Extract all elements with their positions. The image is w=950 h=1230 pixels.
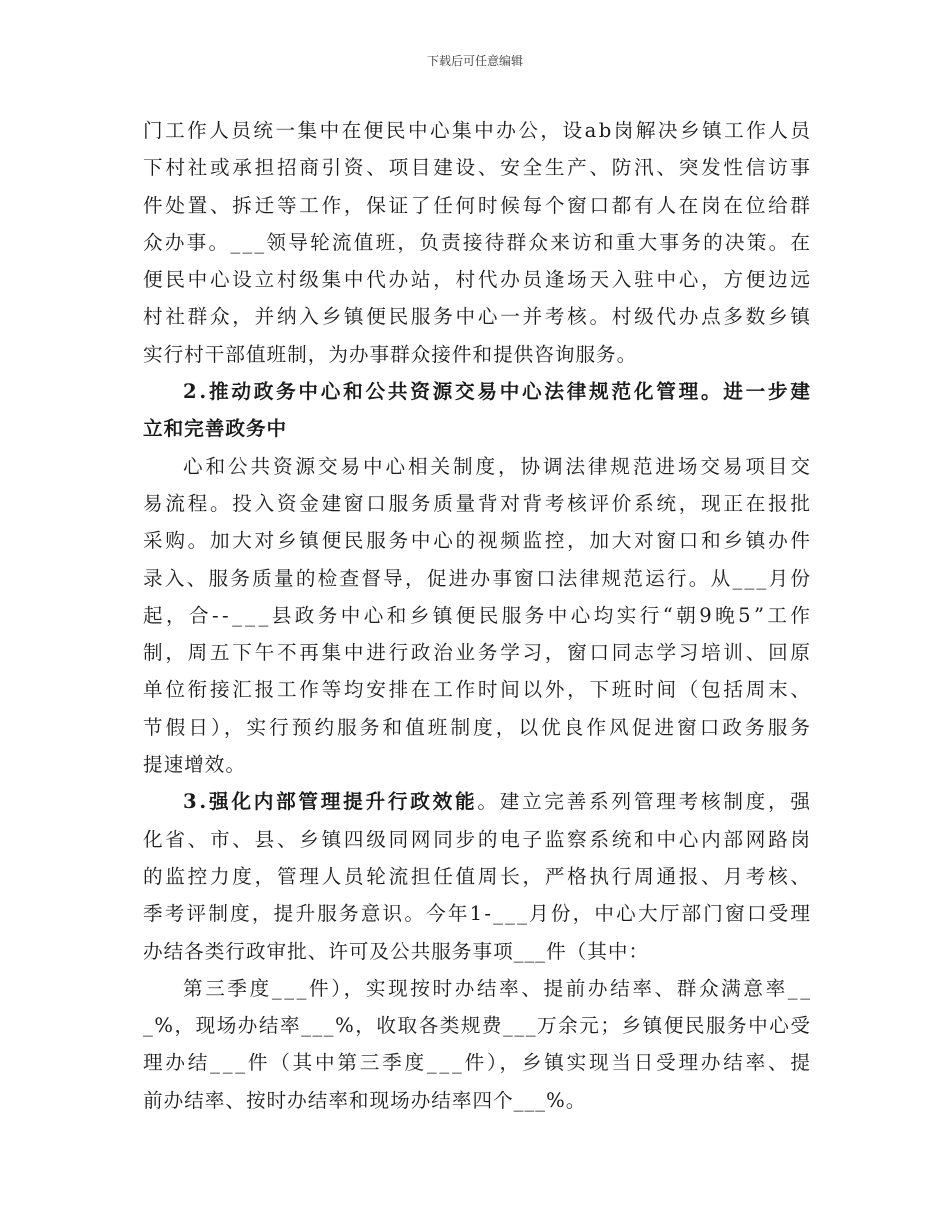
text-line xyxy=(143,746,811,783)
bold-heading-text: 2.推动政务中心和公共资源交易中心法律规范化管理。进一步建 xyxy=(183,380,813,404)
bold-heading-text: 3.强化内部管理提升行政效能 xyxy=(183,790,478,814)
text-line xyxy=(143,224,811,261)
text-line xyxy=(143,149,811,186)
body-text: 第三季度___件），实现按时办结率、提前办结率、群众满意率__ xyxy=(183,976,813,1000)
text-line xyxy=(143,410,811,447)
body-text: 化省、市、县、乡镇四级同网同步的电子监察系统和中心内部网路岗 xyxy=(143,827,813,851)
text-line xyxy=(143,336,811,373)
body-text: 单位衔接汇报工作等均安排在工作时间以外，下班时间（包括周末、 xyxy=(143,678,813,702)
body-text: 起，合--___县政务中心和乡镇便民服务中心均实行“朝9晚5”工作 xyxy=(143,603,814,627)
text-line xyxy=(143,597,814,634)
text-line xyxy=(143,1082,811,1119)
text-line xyxy=(143,634,811,671)
text-line xyxy=(143,895,811,932)
text-line xyxy=(143,112,811,149)
body-text: 办结各类行政审批、许可及公共服务事项___件（其中： xyxy=(143,939,650,963)
text-line xyxy=(143,1044,811,1081)
body-text: 。建立完善系列管理考核制度，强 xyxy=(477,790,813,814)
text-line xyxy=(143,821,811,858)
document-body xyxy=(143,112,814,1119)
text-line xyxy=(143,261,811,298)
body-text: 的监控力度，管理人员轮流担任值周长，严格执行周通报、月考核、 xyxy=(143,864,813,888)
body-text: 实行村干部值班制，为办事群众接件和提供咨询服务。 xyxy=(143,342,638,366)
body-text: 便民中心设立村级集中代办站，村代办员逢场天入驻中心，方便边远 xyxy=(143,268,813,292)
text-line xyxy=(143,970,811,1007)
bold-heading-text: 立和完善政务中 xyxy=(143,417,288,441)
text-line xyxy=(143,671,811,708)
text-line xyxy=(143,933,811,970)
text-line xyxy=(143,709,814,746)
body-text: 村社群众，并纳入乡镇便民服务中心一并考核。村级代办点多数乡镇 xyxy=(143,305,813,329)
body-text: 心和公共资源交易中心相关制度，协调法律规范进场交易项目交 xyxy=(183,454,813,478)
body-text: 门工作人员统一集中在便民中心集中办公，设ab岗解决乡镇工作人员 xyxy=(143,119,813,142)
text-line xyxy=(143,448,811,485)
text-line xyxy=(143,858,811,895)
body-text: 制，周五下午不再集中进行政治业务学习，窗口同志学习培训、回原 xyxy=(143,641,813,665)
body-text: 易流程。投入资金建窗口服务质量背对背考核评价系统，现正在报批 xyxy=(143,491,813,515)
text-line xyxy=(143,485,811,522)
body-text: 采购。加大对乡镇便民服务中心的视频监控，加大对窗口和乡镇办件 xyxy=(143,529,813,553)
text-line xyxy=(143,522,811,559)
text-line xyxy=(143,373,811,410)
body-text: 前办结率、按时办结率和现场办结率四个___%。 xyxy=(143,1088,587,1112)
body-text: 众办事。___领导轮流值班，负责接待群众来访和重大事务的决策。在 xyxy=(143,230,813,254)
body-text: 季考评制度，提升服务意识。今年1-___月份，中心大厅部门窗口受理 xyxy=(143,902,813,926)
text-line xyxy=(143,187,811,224)
text-line xyxy=(143,1007,811,1044)
body-text: 下村社或承担招商引资、项目建设、安全生产、防汛、突发性信访事 xyxy=(143,156,813,180)
text-line xyxy=(143,560,811,597)
body-text: 提速增效。 xyxy=(143,753,246,777)
body-text: 录入、服务质量的检查督导，促进办事窗口法律规范运行。从___月份 xyxy=(143,566,813,590)
text-line xyxy=(143,298,811,335)
body-text: 理办结___件（其中第三季度___件），乡镇实现当日受理办结率、提 xyxy=(143,1051,813,1075)
text-line xyxy=(143,783,811,820)
body-text: 节假日），实行预约服务和值班制度，以优良作风促进窗口政务服务 xyxy=(143,715,814,739)
body-text: 件处置、拆迁等工作，保证了任何时候每个窗口都有人在岗在位给群 xyxy=(143,193,813,217)
body-text: _%，现场办结率___%，收取各类规费___万余元；乡镇便民服务中心受 xyxy=(143,1014,812,1038)
page-header: 下载后可任意编辑 xyxy=(426,54,523,68)
